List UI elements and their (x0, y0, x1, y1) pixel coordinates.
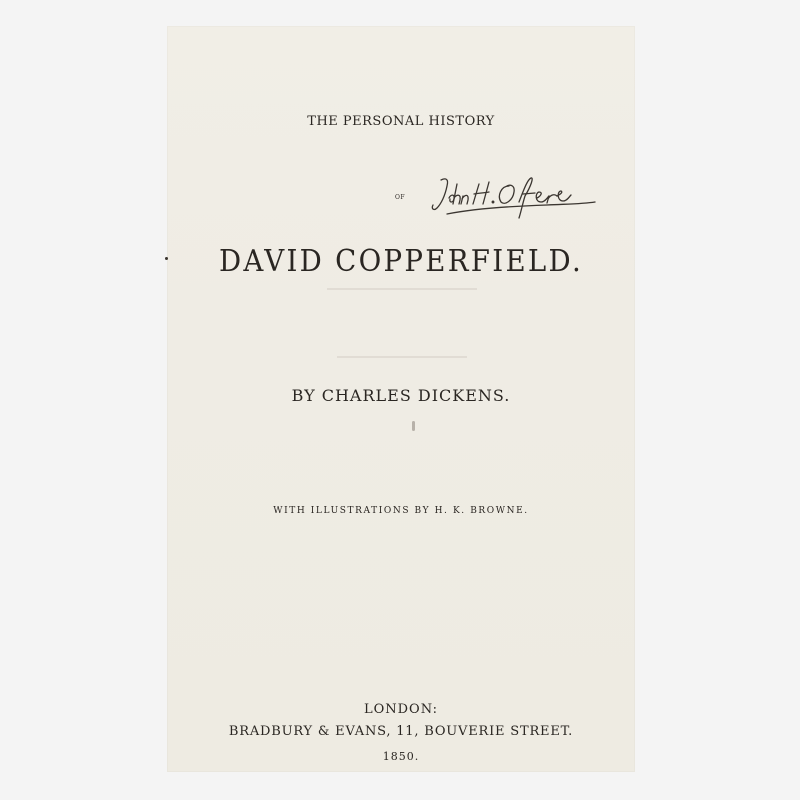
imprint-city: LONDON: (363, 702, 439, 717)
book-title: DAVID COPPERFIELD. (218, 244, 584, 279)
imprint-publisher: BRADBURY & EVANS, 11, BOUVERIE STREET. (228, 724, 574, 739)
faint-offset-mark (327, 288, 477, 290)
title-page (167, 26, 635, 772)
page-edge-mark (165, 257, 168, 260)
paper-speck (412, 421, 415, 431)
handwritten-signature (427, 172, 603, 224)
of-text: OF (395, 194, 406, 201)
imprint-year: 1850. (382, 750, 420, 763)
illustrations-line: WITH ILLUSTRATIONS BY H. K. BROWNE. (273, 506, 529, 516)
heading-text: THE PERSONAL HISTORY (307, 114, 495, 129)
faint-offset-mark (337, 356, 467, 358)
author-line: BY CHARLES DICKENS. (291, 386, 511, 405)
